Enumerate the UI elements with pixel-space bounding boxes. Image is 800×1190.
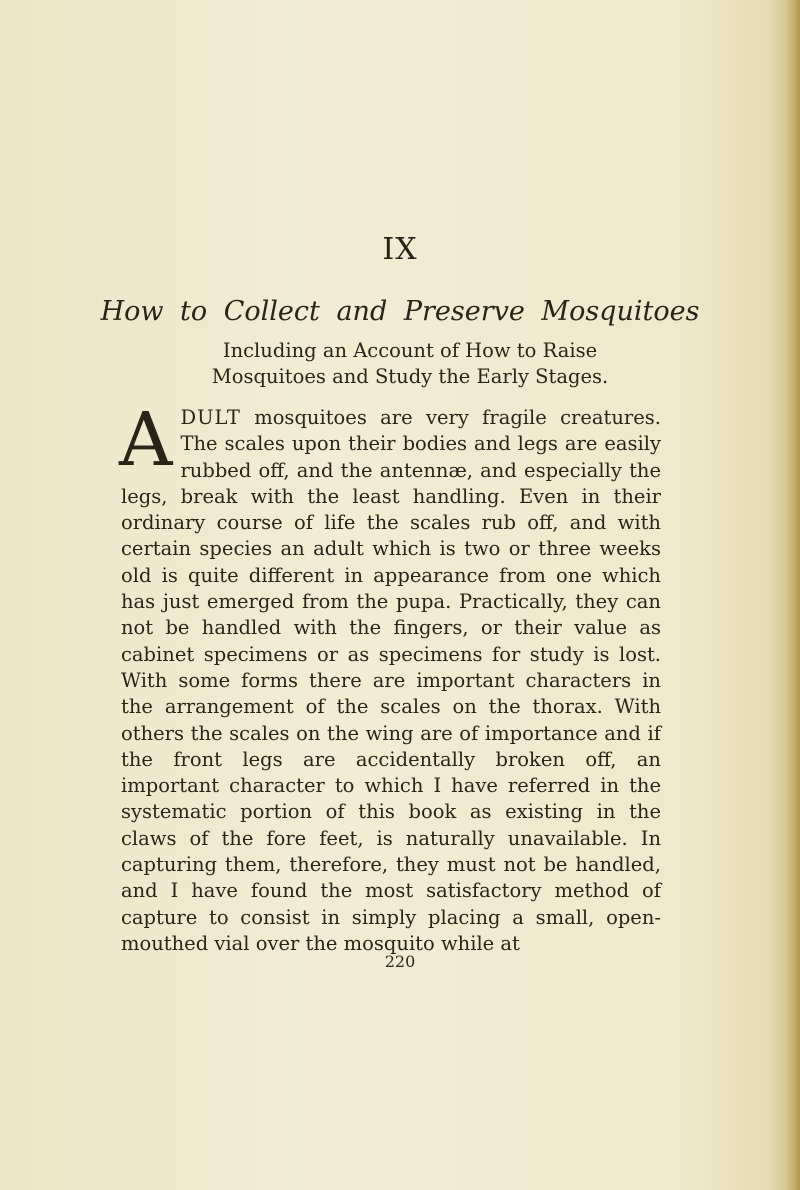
- first-word-rest: DULT: [180, 406, 241, 429]
- page-edge: [786, 0, 800, 1190]
- body-text: mosquitoes are very fragile creatures. The scales upon their bodies and legs are easily rubbed off, and the antennæ, and especially the legs, break with the least handling. Even in their ordinary course of life the scales rub off, and with certain species an adult which is two or three weeks old is quite different in appearance from one which has just emerged from the pupa. Practically, they can not be handled with the fingers, or their value as cabinet specimens or as specimens for study is lost. With some forms there are important characters in the arrangement of the scales on the thorax. With others the scales on the wing are of importance and if the front legs are accidentally broken off, an important character to which I have referred in the systematic portion of this book as existing in the claws of the fore feet, is naturally unavailable. In capturing them, therefore, they must not be handled, and I have found the most satisfactory method of capture to consist in simply placing a small, open-mouthed vial over the mosquito while at: [121, 406, 661, 955]
- page-number: 220: [384, 952, 416, 971]
- chapter-title: How to Collect and Preserve Mosquitoes: [100, 296, 700, 327]
- chapter-subtitle: Including an Account of How to Raise Mosquitoes and Study the Early Stages.: [211, 339, 609, 388]
- chapter-number: IX: [382, 232, 418, 267]
- drop-cap: A: [119, 397, 173, 483]
- body-paragraph: [119, 397, 661, 957]
